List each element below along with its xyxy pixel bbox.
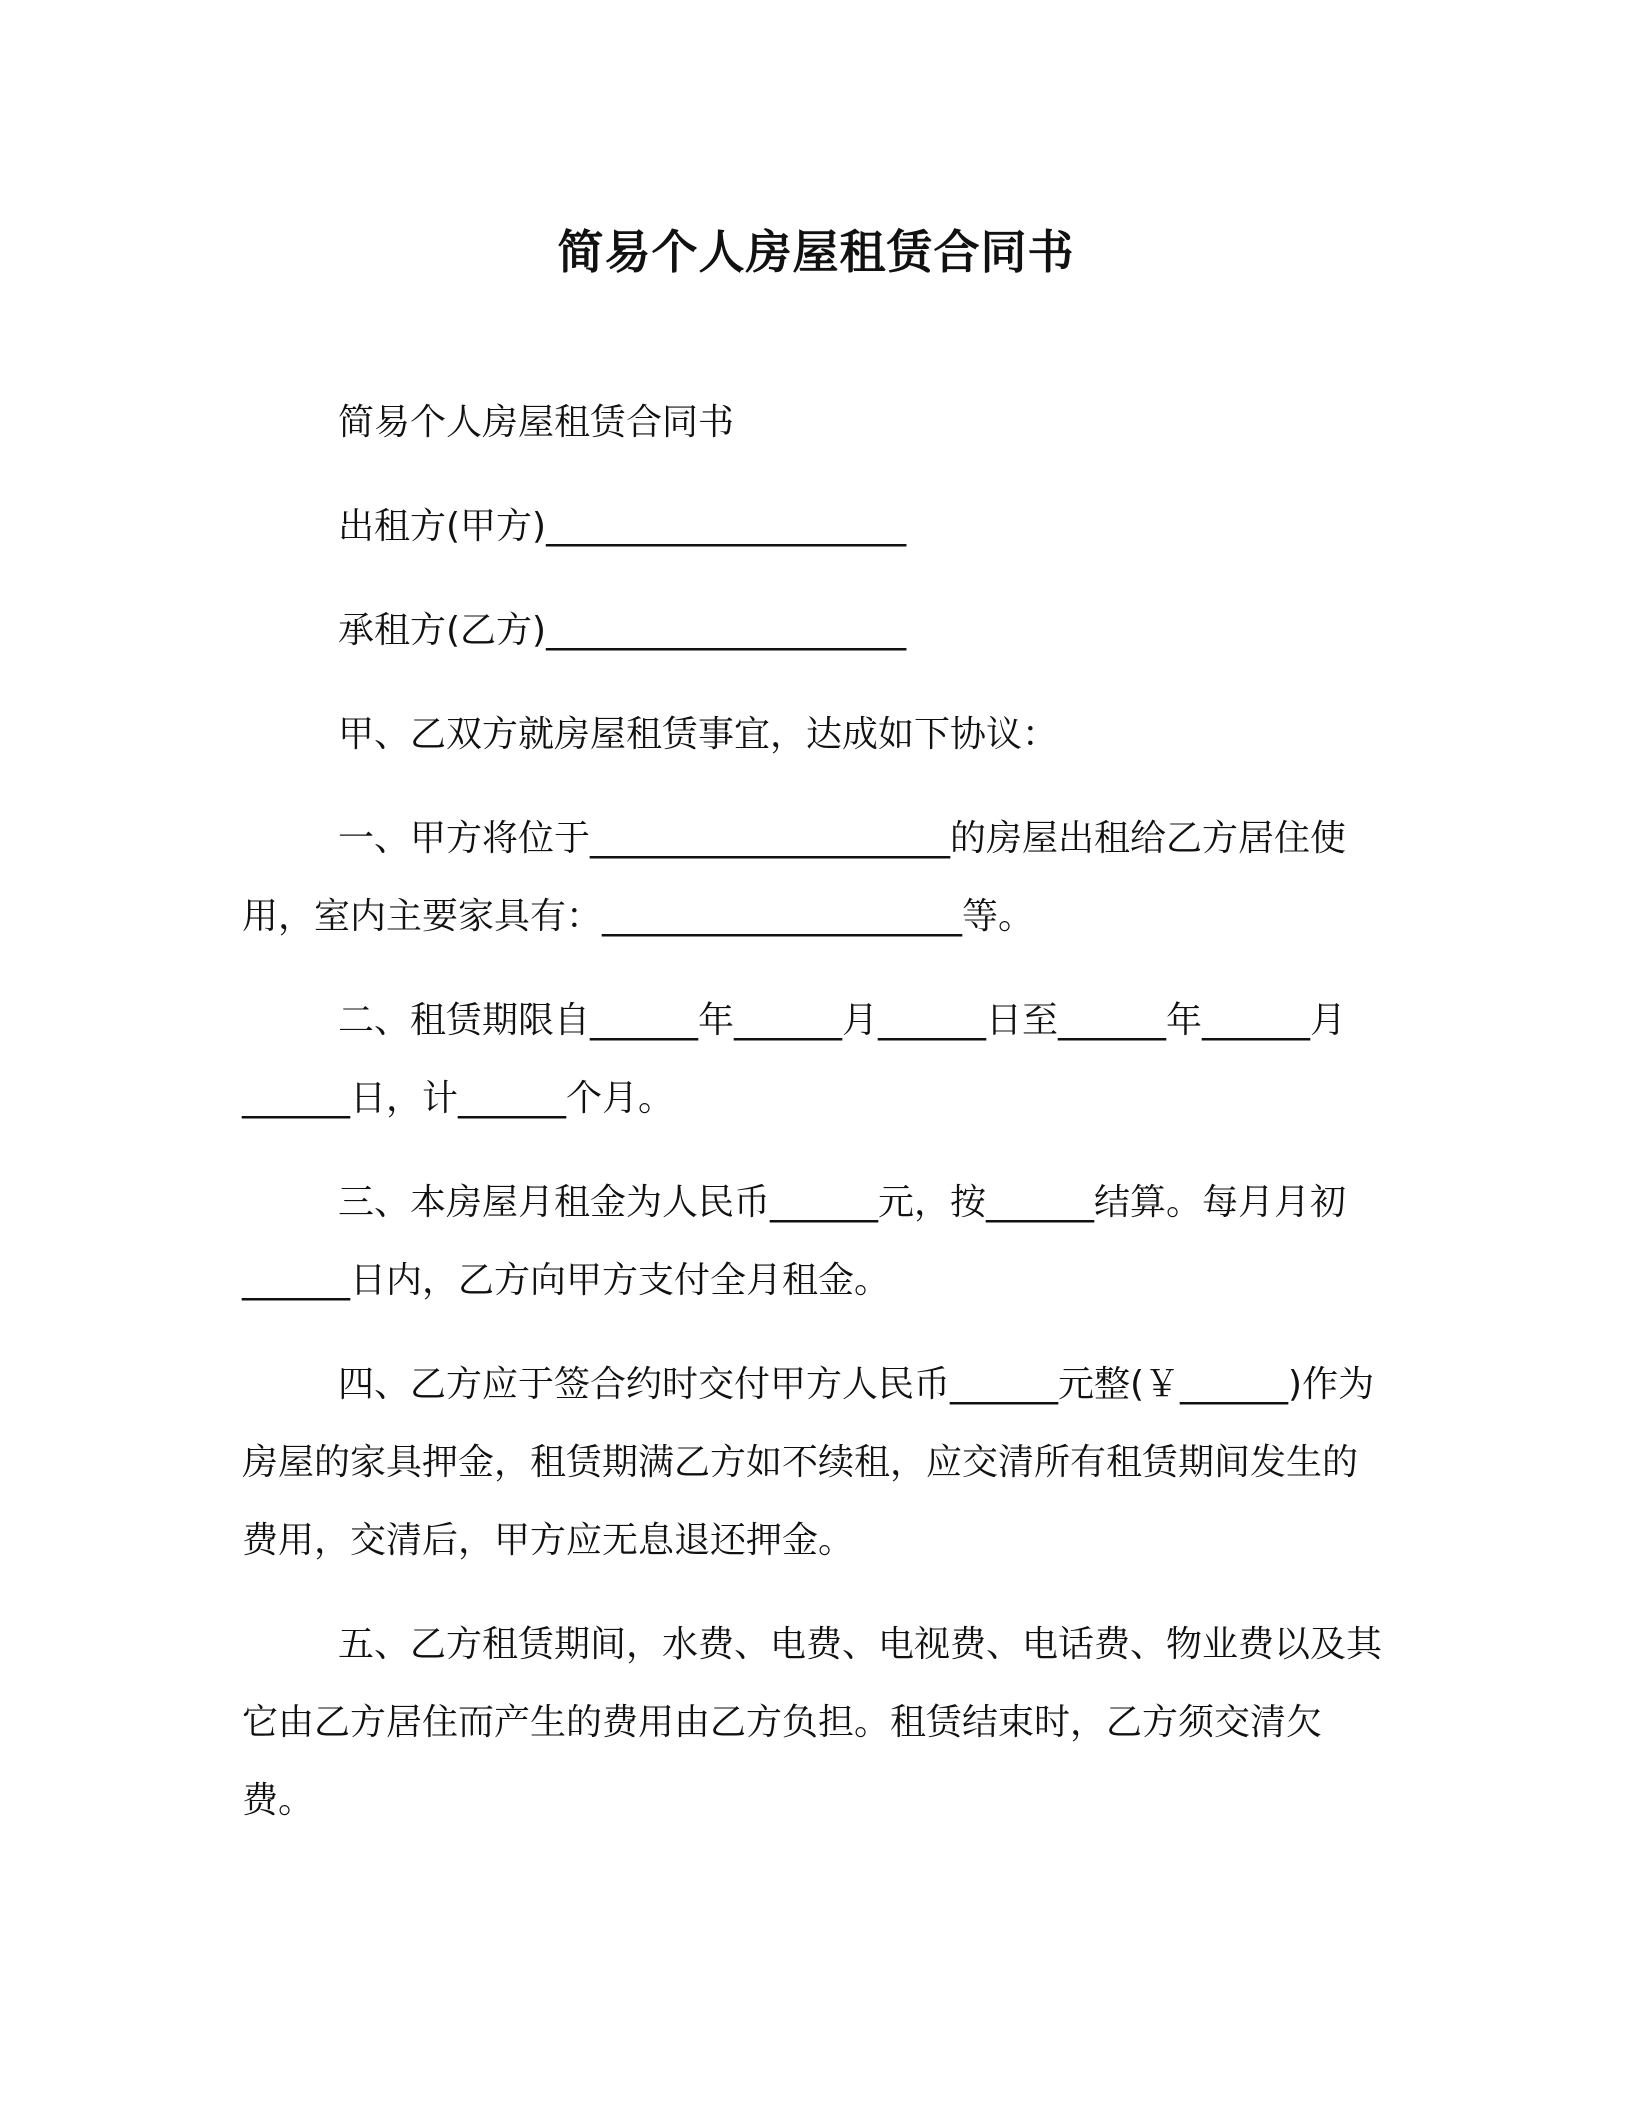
document-subtitle: 简易个人房屋租赁合同书 [338,402,735,443]
clause-2: 二、租赁期限自______年______月______日至______年______月______日，计______个月。 [242,1000,1347,1119]
clause-5: 五、乙方租赁期间，水费、电费、电视费、电话费、物业费以及其它由乙方居住而产生的费用由乙方负担。租赁结束时，乙方须交清欠费。 [242,1624,1383,1821]
lessee-line: 承租方(乙方)____________________ [338,610,907,651]
clause-1: 一、甲方将位于____________________的房屋出租给乙方居住使用，室内主要家具有：____________________等。 [242,818,1347,937]
lessor-line: 出租方(甲方)____________________ [338,506,907,547]
clause-4: 四、乙方应于签合约时交付甲方人民币______元整(￥______)作为房屋的家具押金，租赁期满乙方如不续租，应交清所有租赁期间发生的费用，交清后，甲方应无息退还押金。 [242,1364,1375,1561]
clause-3: 三、本房屋月租金为人民币______元，按______结算。每月月初______日内，乙方向甲方支付全月租金。 [242,1182,1347,1301]
document-body [242,384,1392,1866]
intro-paragraph: 甲、乙双方就房屋租赁事宜，达成如下协议： [338,714,1059,755]
document-title: 简易个人房屋租赁合同书 [557,225,1075,279]
